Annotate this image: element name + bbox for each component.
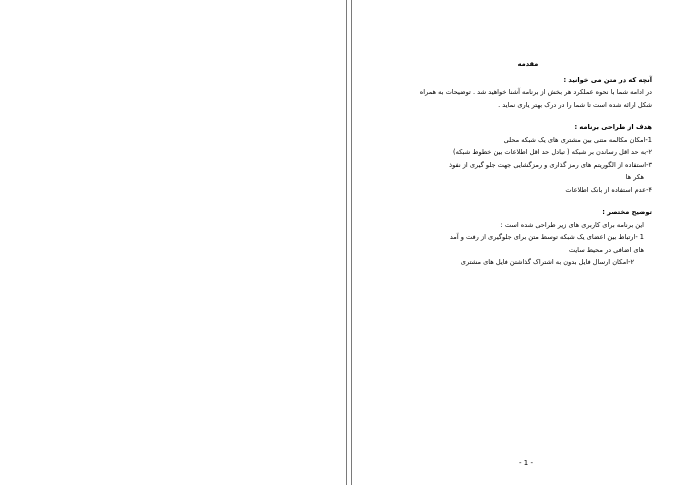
goal-item: ۳-استفاده از الگوریتم های رمز گذاری و رمزگشایی جهت جلو گیری از نفوذ [449,160,652,169]
spacer [404,111,652,121]
intro-line: شکل ارائه شده است تا شما را در درک بهتر یاری نماید . [498,100,652,109]
blank-left-page [0,0,344,485]
goal-item: ۴-عدم استفاده از بانک اطلاعات [565,185,652,194]
right-page [354,0,698,485]
page-number: - 1 - [519,459,533,467]
page-title: مقدمه [517,60,539,68]
page-content [404,58,652,269]
summary-intro: این برنامه برای کاربری های زیر طراحی شده است : [500,220,644,229]
intro-heading: آنچه که در متن می خوانید : [563,75,652,84]
goal-item-continuation: هکر ها [625,173,644,181]
spacer [404,196,652,206]
goal-item: 1-امکان مکالمه متنی بین مشتری های یک شبکه محلی [503,135,652,144]
gutter-line-right [351,0,352,485]
summary-heading: توضیح مختصر : [602,208,652,216]
goal-item: ۲-به حد اقل رساندن بر شبکه ( تبادل حد اقل اطلاعات بین خطوط شبکه) [453,148,652,156]
summary-item: 1 -ارتباط بین اعضای یک شبکه توسط متن برای جلوگیری از رفت و آمد [449,233,644,241]
summary-item: ۲-امکان ارسال فایل بدون به اشتراک گذاشتن فایل های مشتری [460,258,634,266]
gutter-line-left [346,0,347,485]
goals-heading: هدف از طراحی برنامه : [574,123,652,131]
page-gutter [344,0,354,485]
summary-item-continuation: های اضافی در محیط سایت [568,245,644,254]
intro-line: در ادامه شما با نحوه عملکرد هر بخش از برنامه آشنا خواهید شد . توضیحات به همراه [419,88,652,96]
